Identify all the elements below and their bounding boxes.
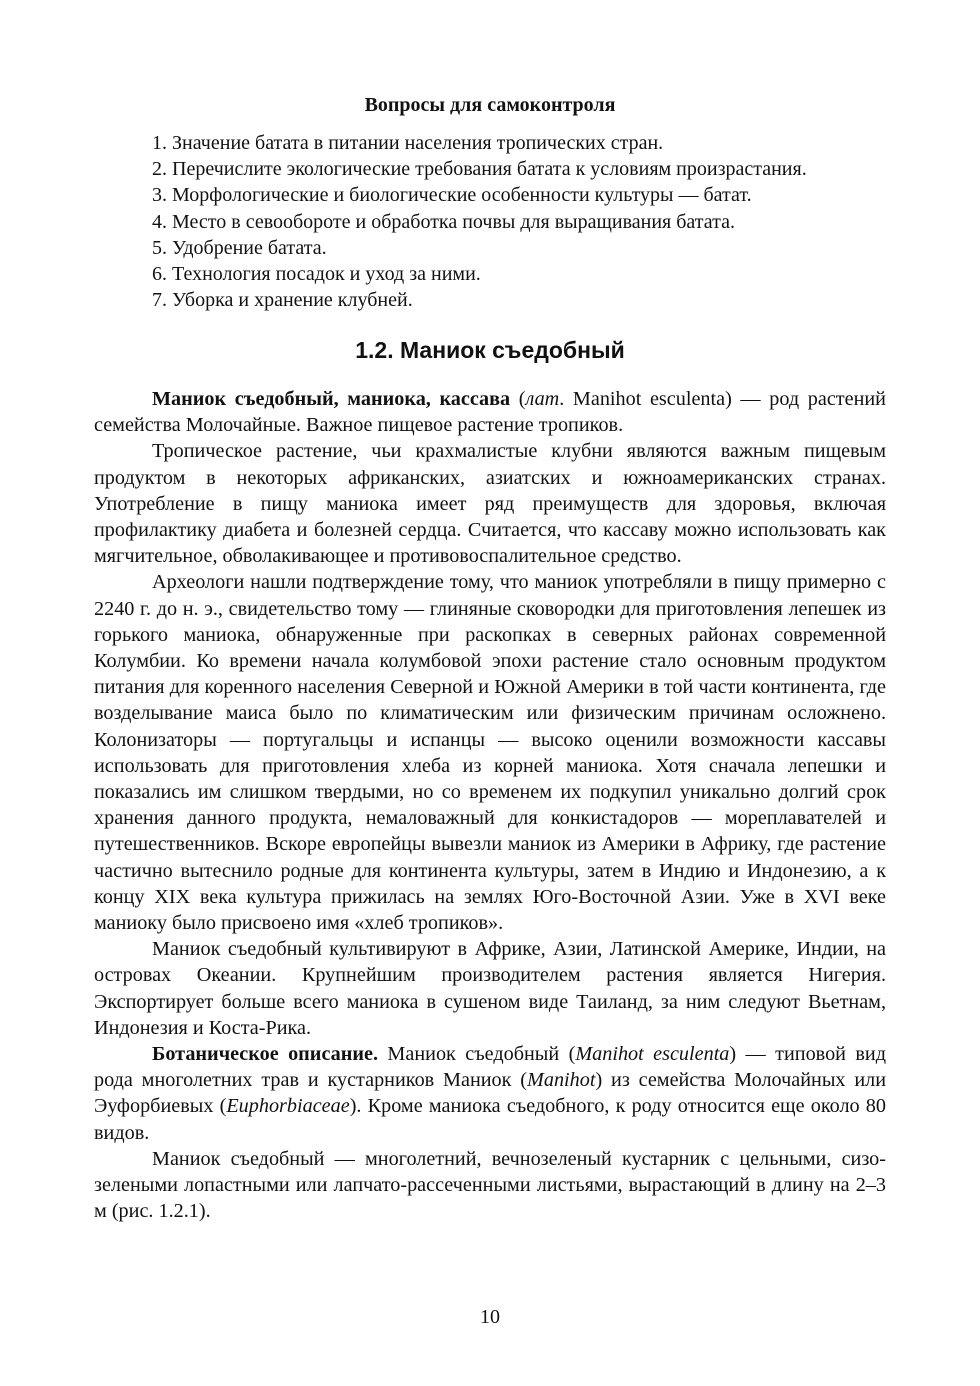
question-item: 2. Перечислите экологические требования батата к условиям произрастания. [152,158,807,181]
section-title: 1.2. Маниок съедобный [355,337,625,363]
paragraph-history: Археологи нашли подтверждение тому, что маниок употребляли в пищу примерно с 2240 г. до н. э., свидетельство тому — глиняные сковородки для приготовления лепешек из горького маниока, обнаруженные при раскопках в северных районах современной Колумбии. Ко времени начала колумбовой эпохи растение стало основным продуктом питания для коренного населения Северной и Южной Америки в той части континента, где возделывание маиса было по климатическим или физическим причинам осложнено. Колонизаторы — португальцы и испанцы — высоко оценили возможности кассавы использовать для приготовления хлеба из корней маниока. Хотя сначала лепешки и показались им слишком твердыми, но со временем их подкупил уникально долгий срок хранения данного продукта, немаловажный для конкистадоров — мореплавателей и путешественников. Вскоре европейцы вывезли маниок из Америки в Африку, где растение частично вытеснило родные для континента культуры, затем в Индию и Индонезию, а к концу XIX века культура прижилась на землях Юго-Восточной Азии. Уже в XVI веке маниоку было присвоено имя «хлеб тропиков». [94,571,886,935]
question-item: 5. Удобрение батата. [152,236,327,259]
questions-list [152,130,892,313]
latin-name: Euphorbiaceae [226,1095,350,1118]
section-body [94,386,886,1225]
question-item: 3. Морфологические и биологические особенности культуры — батат. [152,184,752,207]
text-run: ( [510,388,526,410]
question-item: 7. Уборка и хранение клубней. [152,289,413,312]
text-run: ). Кроме маниока съедобного, к роду относится еще около 80 видов. [94,1095,886,1144]
paragraph-tropical: Тропическое растение, чьи крахмалистые клубни являются важным пищевым продуктом в некоторых африканских, азиатских и южноамериканских странах. Употребление в пищу маниока имеет ряд преимуществ для здоровья, включая профилактику диабета и болезней сердца. Считается, что кассаву можно использовать как мягчительное, обволакивающее и противовоспалительное средство. [94,440,886,568]
questions-heading: Вопросы для самоконтроля [364,94,616,116]
page-number: 10 [480,1306,500,1328]
text-run: Маниок съедобный ( [378,1043,576,1066]
text-run: ) — типовой вид рода многолетних трав и кустарников Маниок ( [94,1043,886,1092]
latin-label: лат [525,388,560,410]
paragraph-description: Маниок съедобный — многолетний, вечнозеленый кустарник с цельными, сизо-зелеными лопастными или лапчато-рассеченными листьями, вырастающий в длину на 2–3 м (рис. 1.2.1). [94,1147,886,1223]
botanical-heading: Ботаническое описание. [152,1043,379,1066]
term-bold: Маниок съедобный, маниока, кассава [152,388,511,410]
question-item: 6. Технология посадок и уход за ними. [152,263,481,286]
latin-name: Manihot esculenta [575,1043,730,1066]
paragraph-definition [94,386,886,438]
latin-name: Manihot [527,1069,596,1092]
paragraph-botanical [94,1041,886,1146]
paragraph-cultivation: Маниок съедобный культивируют в Африке, Азии, Латинской Америке, Индии, на островах Океании. Крупнейшим производителем растения является Нигерия. Экспортирует больше всего маниока в сушеном виде Таиланд, за ним следуют Вьетнам, Индонезия и Коста-Рика. [94,938,886,1039]
text-run: . Manihot esculenta) — род растений семейства Молочайные. Важное пищевое растение тропиков. [94,388,886,437]
question-item: 1. Значение батата в питании населения тропических стран. [152,132,664,154]
question-item: 4. Место в севообороте и обработка почвы для выращивания батата. [152,210,735,233]
text-run: ) из семейства Молочайных или Эуфорбиевых ( [94,1069,887,1118]
